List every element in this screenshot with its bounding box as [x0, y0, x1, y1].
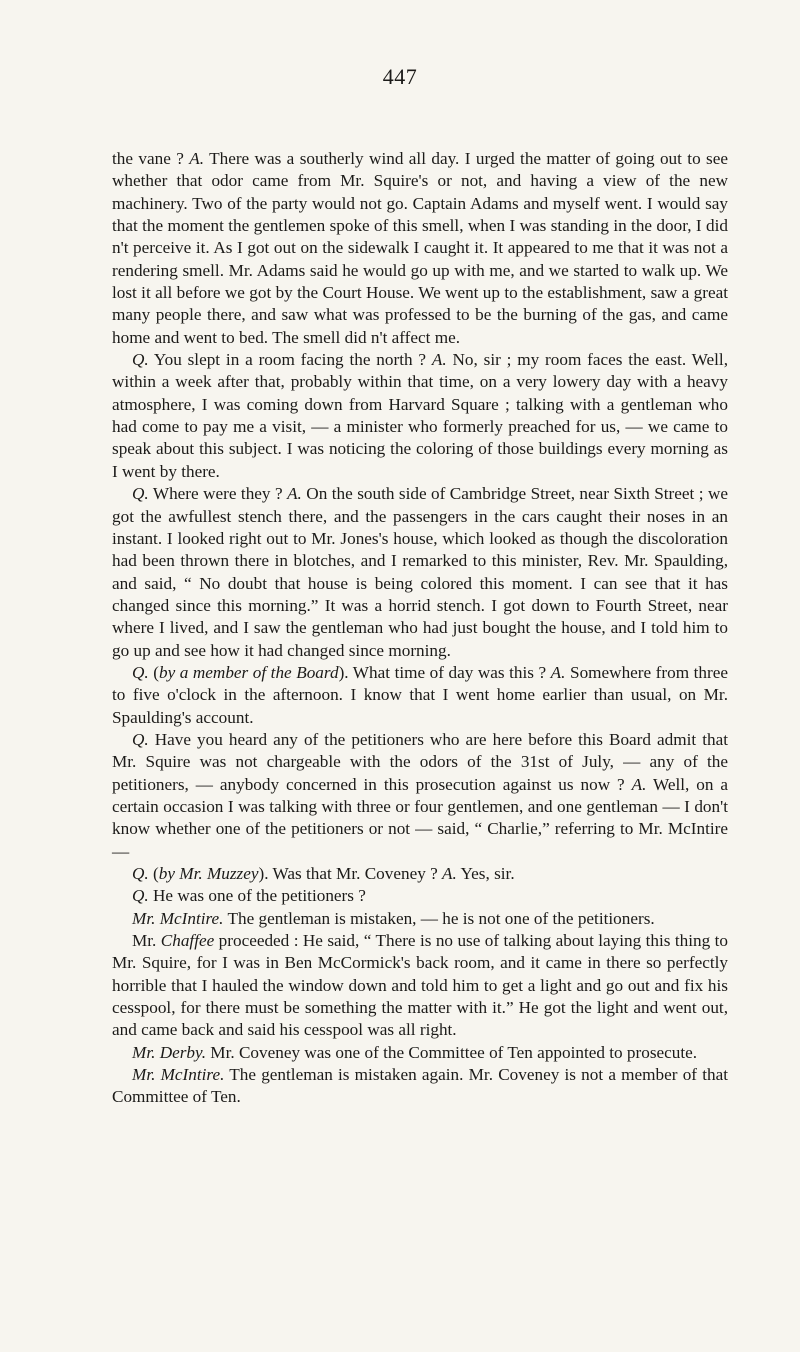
italic-text: A. — [550, 662, 566, 682]
paragraph-text: You slept in a room facing the north ? — [148, 350, 432, 370]
page-number: 447 — [382, 64, 418, 89]
paragraph — [112, 863, 728, 885]
paragraph-text: ( — [148, 662, 159, 682]
italic-text: by Mr. Muzzey — [158, 864, 259, 883]
italic-text: Q. — [132, 886, 149, 906]
paragraph-text: Have you heard any of the petitioners who are here before this Board admit that Mr. Squire was not chargeable with the odors of the 31st of July, — any of the petitioners, — anybody concerned in this prosecution against us now ? — [112, 729, 728, 794]
paragraph — [112, 729, 728, 863]
paragraph-text: On the south side of Cambridge Street, near Sixth Street ; we got the awfullest stench there, and the passengers in the cars caught their noses in an instant. I looked right out to Mr. Jones's house, which looked as though the discoloration had been thrown there in blotches, and I remarked to this minister, Rev. Mr. Spaulding, and said, “ No doubt that house is being colored this moment. I can see that it has changed since this morning.” It was a horrid stench. I got down to Fourth Street, near where I lived, and I saw the gentleman who had just bought the house, and I told him to go up and see how it had changed since morning. — [112, 484, 728, 660]
italic-text: A. — [431, 350, 447, 370]
paragraph — [112, 908, 728, 930]
italic-text: A. — [631, 774, 647, 794]
paragraph-text: Mr. Coveney was one of the Committee of Ten appointed to prosecute. — [206, 1042, 698, 1062]
italic-text: A. — [189, 149, 205, 168]
paragraph-text: the vane ? — [112, 149, 190, 168]
italic-text: A. — [442, 864, 457, 883]
paragraph — [112, 1064, 728, 1109]
paragraph — [112, 1042, 728, 1064]
paragraph-text: Mr. — [132, 931, 161, 951]
italic-text: Q. — [132, 662, 149, 682]
paragraph-text: He was one of the petitioners ? — [148, 886, 366, 906]
italic-text: A. — [287, 484, 302, 504]
italic-text: Mr. McIntire. — [132, 1065, 225, 1085]
paragraph-text: The gentleman is mistaken again. Mr. Coveney is not a member of that Committee of Ten. — [112, 1065, 728, 1107]
italic-text: Mr. Derby. — [132, 1042, 206, 1062]
paragraph-text: Yes, sir. — [456, 864, 515, 883]
paragraph-text: There was a southerly wind all day. I urged the matter of going out to see whether that odor came from Mr. Squire's or not, and having a view of the new machinery. Two of the party would not go. Captain Adams and myself went. I would say that the moment the gentlemen spoke of this smell, when I was standing in the door, I did n't perceive it. As I got out on the sidewalk I caught it. It appeared to me that it was not a rendering smell. Mr. Adams said he would go up with me, and we started to walk up. We lost it all before we got by the Court House. We went up to the establishment, saw a great many people there, and saw what was professed to be the burning of the gas, and came home and went to bed. The smell did n't affect me. — [112, 149, 729, 347]
paragraph-text: ). Was that Mr. Coveney ? — [258, 864, 443, 883]
italic-text: by a member of the Board — [158, 662, 339, 682]
paragraph-text: ( — [148, 864, 159, 883]
paragraph-text: Well, on a certain occasion I was talking with three or four gentlemen, and one gentleman — I don't know whether one of the petitioners or not — said, “ Charlie,” referring to Mr. McIntire — — [112, 774, 728, 861]
paragraph — [112, 483, 728, 662]
paragraph-text: Where were they ? — [148, 484, 288, 504]
paragraph — [112, 148, 728, 349]
paragraph-text: The gentleman is mistaken, — he is not one of the petitioners. — [223, 908, 655, 928]
paragraph-text: ). What time of day was this ? — [338, 662, 551, 682]
italic-text: Q. — [132, 729, 149, 749]
italic-text: Q. — [132, 350, 149, 370]
italic-text: Q. — [132, 484, 149, 504]
italic-text: Q. — [132, 864, 149, 883]
paragraph — [112, 930, 728, 1042]
paragraph-text: No, sir ; my room faces the east. Well, within a week after that, probably within that time, on a very lowery day with a heavy atmosphere, I was coming down from Harvard Square ; talking with a gentleman who had come to pay me a visit, — a minister who formerly preached for us, — we came to speak about this subject. I was noticing the coloring of those buildings every morning as I went by there. — [112, 350, 728, 481]
paragraph-text: Somewhere from three to five o'clock in the afternoon. I know that I went home earlier than usual, on Mr. Spaulding's account. — [112, 662, 728, 727]
paragraph — [112, 885, 728, 907]
italic-text: Chaffee — [160, 931, 215, 951]
paragraph — [112, 349, 728, 483]
italic-text: Mr. McIntire. — [132, 908, 224, 928]
body-text — [112, 148, 728, 1109]
paragraph-text: proceeded : He said, “ There is no use of talking about laying this thing to Mr. Squire, for I was in Ben McCormick's back room, and it came in there so perfectly horrible that I hauled the window down and told him to get a light and go out and fix his cesspool, for there must be something the matter with it.” He got the light and went out, and came back and said his cesspool was all right. — [112, 931, 728, 1040]
paragraph — [112, 662, 728, 729]
